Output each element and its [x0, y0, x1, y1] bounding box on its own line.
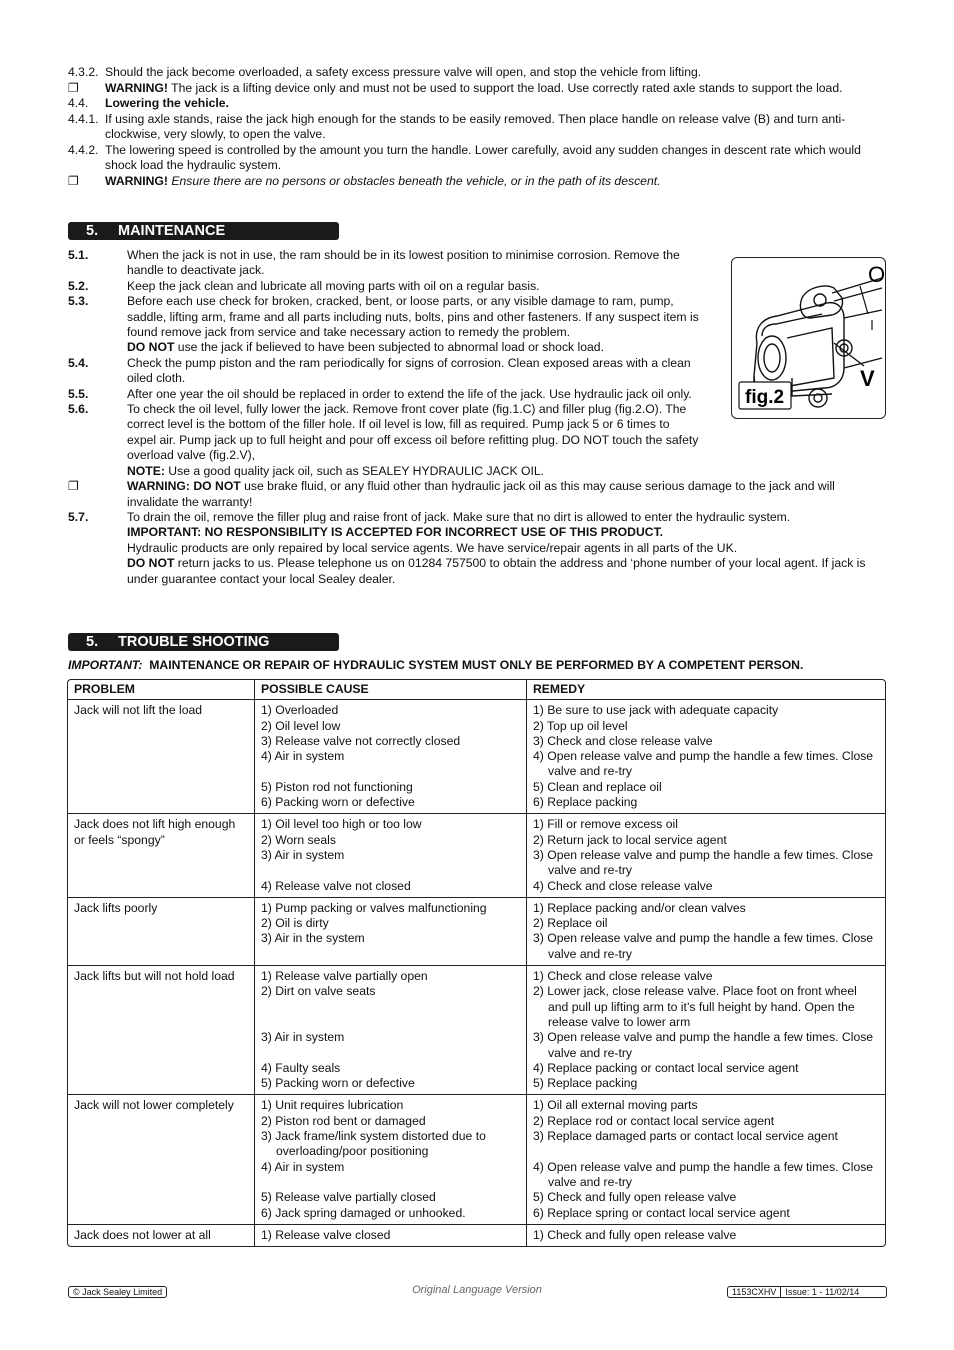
instruction-row	[68, 96, 888, 112]
footer-language-version: Original Language Version	[412, 1284, 542, 1296]
table-row	[68, 1225, 885, 1246]
remedy-line: 4) Check and close release valve	[533, 878, 713, 893]
footer-issue-box	[727, 1286, 887, 1298]
item-text	[127, 248, 699, 279]
item-number	[68, 340, 127, 355]
problem-cell: Jack will not lower completely	[68, 1095, 255, 1224]
cause-line: 1) Unit requires lubrication	[261, 1098, 404, 1113]
cause-line: 5) Piston rod not functioning	[261, 779, 413, 794]
instruction-row	[68, 81, 888, 97]
instruction-text	[105, 65, 888, 81]
item-body: use the jack if believed to have been subjected to abnormal load or shock load.	[174, 340, 604, 355]
remedy-line: 3) Replace damaged parts or contact local service agent	[533, 1129, 838, 1144]
remedy-cell	[527, 1225, 885, 1246]
cause-line: 3) Air in system	[261, 1030, 345, 1045]
checkbox-bullet-icon: ❐	[68, 479, 79, 494]
warning-label: WARNING!	[105, 80, 168, 95]
item-body: Check the pump piston and the ram periodically for signs of corrosion. Clean exposed areas with a clean oiled cloth.	[127, 355, 691, 386]
maintenance-item	[68, 510, 868, 525]
maintenance-item	[68, 541, 868, 556]
step-number: 4.4.	[68, 96, 89, 110]
item-number	[68, 464, 127, 479]
remedy-line: 3) Open release valve and pump the handle a few times. Close valve and re-try	[533, 847, 874, 878]
cause-cell	[255, 814, 527, 897]
cause-line: 1) Release valve partially open	[261, 969, 428, 984]
maintenance-item	[68, 525, 868, 540]
instruction-body: Should the jack become overloaded, a safety excess pressure valve will open, and stop the vehicle from lifting.	[105, 65, 702, 79]
cause-line: 2) Oil level low	[261, 718, 341, 733]
remedy-line: 2) Replace oil	[533, 916, 608, 931]
remedy-line: 3) Open release valve and pump the handle a few times. Close valve and re-try	[533, 931, 874, 961]
remedy-line: 2) Return jack to local service agent	[533, 832, 727, 847]
cause-cell	[255, 898, 527, 966]
cause-line: 2) Worn seals	[261, 832, 336, 847]
jack-valve-drawing	[732, 258, 885, 418]
cause-line: 3) Air in the system	[261, 931, 365, 946]
instruction-row	[68, 65, 888, 81]
item-text	[127, 541, 868, 556]
table-row	[68, 898, 885, 966]
cause-line: 4) Release valve not closed	[261, 878, 411, 893]
instruction-row	[68, 112, 888, 143]
emphasis-label: NOTE:	[127, 463, 165, 478]
remedy-cell	[527, 1095, 885, 1224]
instruction-text	[105, 81, 888, 97]
item-number	[68, 525, 127, 540]
column-header-problem: PROBLEM	[68, 680, 255, 700]
problem-cell: Jack does not lower at all	[68, 1225, 255, 1246]
remedy-line: 2) Replace rod or contact local service agent	[533, 1113, 775, 1128]
item-text	[127, 510, 868, 525]
instruction-text	[105, 96, 888, 112]
instruction-row	[68, 143, 888, 174]
instruction-text	[105, 174, 888, 190]
item-number: 5.5.	[68, 386, 89, 401]
remedy-line	[533, 1144, 879, 1159]
remedy-line: 1) Check and fully open release valve	[533, 1227, 737, 1242]
remedy-line: 6) Replace packing	[533, 795, 638, 810]
maintenance-item	[68, 556, 868, 587]
item-text	[127, 356, 699, 387]
cause-line: 2) Dirt on valve seats	[261, 984, 376, 999]
cause-line: 4) Air in system	[261, 749, 345, 764]
item-body: Before each use check for broken, cracked, bent, or loose parts, or any visible damage to ram, pump, saddle, lifting arm, frame and all parts including nuts, bolts, pins and other fasteners. If any suspect item is found remove jack from service and take necessary action to remedy the problem.	[127, 294, 699, 340]
item-body: After one year the oil should be replaced in order to extend the life of the jack. Use hydraulic jack oil only.	[127, 386, 692, 401]
cause-cell	[255, 1225, 527, 1246]
cause-line: 1) Release valve closed	[261, 1227, 391, 1242]
item-number: 5.3.	[68, 294, 89, 309]
step-number: 4.4.1.	[68, 111, 99, 126]
cause-line: 4) Faulty seals	[261, 1060, 341, 1075]
label-v: V	[860, 366, 875, 391]
instruction-body: The lowering speed is controlled by the amount you turn the handle. Lower carefully, avoid any sudden changes in descent rate which would shock load the hydraulic system.	[105, 142, 861, 172]
remedy-line: 1) Fill or remove excess oil	[533, 817, 678, 832]
remedy-line: 2) Lower jack, close release valve. Place foot on front wheel and pull up lifting arm to it’s full height by hand. Open the release valve to lower arm	[533, 984, 857, 1029]
footer-issue: Issue: 1 - 11/02/14	[785, 1287, 860, 1297]
cause-line	[261, 764, 520, 779]
problem-cell: Jack will not lift the load	[68, 700, 255, 814]
section-title: MAINTENANCE	[118, 223, 226, 239]
cause-line: 2) Piston rod bent or damaged	[261, 1113, 426, 1128]
remedy-cell	[527, 966, 885, 1095]
item-body: Hydraulic products are only repaired by local service agents. We have service/repair agents in all parts of the UK.	[127, 540, 738, 555]
cause-cell	[255, 1095, 527, 1224]
item-number	[68, 556, 127, 587]
trouble-shooting-table	[67, 679, 886, 1247]
trouble-shooting-heading	[68, 633, 339, 651]
section-number: 5.	[86, 223, 99, 239]
instruction-body: If using axle stands, raise the jack high enough for the stands to be easily removed. Then place handle on release valve (B) and turn anti-clockwise, very slowly, to open the valve.	[105, 111, 846, 141]
footer-model: 1153CXHV	[732, 1287, 777, 1297]
important-text: MAINTENANCE OR REPAIR OF HYDRAULIC SYSTEM MUST ONLY BE PERFORMED BY A COMPETENT PERSON.	[149, 658, 804, 672]
remedy-line: 4) Open release valve and pump the handle a few times. Close valve and re-try	[533, 749, 874, 779]
cause-line: 5) Packing worn or defective	[261, 1076, 415, 1091]
remedy-cell	[527, 700, 885, 814]
problem-cell: Jack lifts poorly	[68, 898, 255, 966]
item-text	[127, 279, 699, 294]
emphasis-label: WARNING: DO NOT	[127, 479, 241, 494]
important-label: IMPORTANT:	[68, 658, 143, 672]
item-number: 5.2.	[68, 278, 89, 293]
label-o: O	[868, 262, 885, 287]
item-text	[127, 525, 868, 540]
instruction-text	[105, 112, 888, 143]
item-body: use brake fluid, or any fluid other than hydraulic jack oil as this may cause serious damage to the jack and will invalidate the warranty!	[127, 479, 835, 509]
instruction-body: The jack is a lifting device only and must not be used to support the load. Use correctly rated axle stands to support the load.	[167, 80, 843, 95]
column-header-remedy: REMEDY	[527, 680, 885, 700]
maintenance-item	[68, 464, 868, 479]
remedy-line: 1) Check and close release valve	[533, 969, 713, 984]
cause-cell	[255, 966, 527, 1095]
emphasis-label: DO NOT	[127, 340, 175, 355]
remedy-line: 4) Replace packing or contact local service agent	[533, 1060, 799, 1075]
instruction-body: Lowering the vehicle.	[105, 96, 229, 110]
cause-line: 1) Pump packing or valves malfunctioning	[261, 900, 487, 915]
remedy-cell	[527, 814, 885, 897]
remedy-line: 5) Replace packing	[533, 1076, 638, 1091]
remedy-line: 5) Check and fully open release valve	[533, 1190, 737, 1205]
table-row	[68, 700, 885, 814]
remedy-line: 1) Oil all external moving parts	[533, 1098, 698, 1113]
table-row	[68, 1095, 885, 1224]
checkbox-bullet-icon: ❐	[68, 173, 79, 188]
cause-cell	[255, 700, 527, 814]
checkbox-bullet-icon: ❐	[68, 80, 79, 95]
cause-line	[261, 1015, 520, 1030]
remedy-line: 1) Be sure to use jack with adequate capacity	[533, 703, 779, 718]
cause-line: 5) Release valve partially closed	[261, 1190, 436, 1205]
maintenance-item	[68, 479, 868, 510]
item-number: 5.4.	[68, 355, 89, 370]
cause-line: 3) Release valve not correctly closed	[261, 733, 461, 748]
cause-line	[261, 1175, 520, 1190]
remedy-line: 6) Replace spring or contact local service agent	[533, 1205, 790, 1220]
cause-line	[261, 1046, 520, 1061]
remedy-line: 4) Open release valve and pump the handle a few times. Close valve and re-try	[533, 1159, 874, 1189]
cause-line: 1) Overloaded	[261, 703, 339, 718]
item-text	[127, 402, 699, 464]
remedy-line: 5) Clean and replace oil	[533, 779, 662, 794]
step-number: 4.4.2.	[68, 142, 99, 157]
item-number: 5.7.	[68, 509, 89, 524]
problem-cell: Jack lifts but will not hold load	[68, 966, 255, 1095]
cause-line: 1) Oil level too high or too low	[261, 817, 422, 832]
item-body: Use a good quality jack oil, such as SEALEY HYDRAULIC JACK OIL.	[164, 463, 545, 478]
table-row	[68, 814, 885, 897]
remedy-line: 3) Check and close release valve	[533, 733, 713, 748]
emphasis-label: DO NOT	[127, 556, 175, 571]
instruction-body: Ensure there are no persons or obstacles beneath the vehicle, or in the path of its descent.	[167, 173, 661, 188]
item-text	[127, 387, 747, 402]
problem-cell: Jack does not lift high enough or feels “spongy”	[68, 814, 255, 897]
item-body: Keep the jack clean and lubricate all moving parts with oil on a regular basis.	[127, 278, 540, 293]
lifting-section	[68, 65, 888, 189]
maintenance-heading	[68, 222, 339, 240]
item-body: To check the oil level, fully lower the jack. Remove front cover plate (fig.1.C) and filler plug (fig.2.O). The correct level is the bottom of the filler hole. If oil level is low, fill as required. Pump jack 5 or 6 times to expel air. Pump jack up to full height and pour off excess oil before refitting plug. DO NOT touch the safety overload valve (fig.2.V),	[127, 402, 699, 463]
item-body: To drain the oil, remove the filler plug and raise front of jack. Make sure that no dirt is allowed to enter the hydraulic system.	[127, 509, 791, 524]
warning-label: WARNING!	[105, 173, 168, 188]
item-number: 5.1.	[68, 248, 89, 262]
item-body: When the jack is not in use, the ram should be in its lowest position to minimise corrosion. Remove the handle to deactivate jack.	[127, 248, 680, 278]
cause-line	[261, 1000, 520, 1015]
cause-line	[261, 863, 520, 878]
remedy-cell	[527, 898, 885, 966]
cause-line: 3) Jack frame/link system distorted due to overloading/poor positioning	[261, 1129, 486, 1159]
cause-line: 6) Packing worn or defective	[261, 795, 415, 810]
table-header-row	[68, 680, 885, 700]
item-text	[127, 556, 868, 587]
step-number: 4.3.2.	[68, 65, 99, 79]
remedy-line: 1) Replace packing and/or clean valves	[533, 900, 746, 915]
instruction-row	[68, 174, 888, 190]
remedy-line: 2) Top up oil level	[533, 718, 628, 733]
item-number	[68, 541, 127, 556]
emphasis-label: IMPORTANT: NO RESPONSIBILITY IS ACCEPTED FOR INCORRECT USE OF THIS PRODUCT.	[127, 525, 664, 540]
section-number: 5.	[86, 634, 99, 650]
figure-label: fig.2	[745, 387, 785, 408]
item-number: 5.6.	[68, 402, 89, 417]
cause-line: 6) Jack spring damaged or unhooked.	[261, 1205, 466, 1220]
item-body: return jacks to us. Please telephone us on 01284 757500 to obtain the address and ‘phone number of your local agent. If jack is under guarantee contact your local Sealey dealer.	[127, 556, 866, 586]
figure-2-jack-valve	[731, 257, 886, 419]
footer-copyright: © Jack Sealey Limited	[68, 1286, 167, 1298]
remedy-line: 3) Open release valve and pump the handle a few times. Close valve and re-try	[533, 1030, 874, 1060]
important-notice	[68, 658, 803, 672]
item-text	[127, 464, 868, 479]
cause-line: 3) Air in system	[261, 847, 345, 862]
item-text	[127, 294, 699, 340]
instruction-text	[105, 143, 888, 174]
cause-line: 4) Air in system	[261, 1159, 345, 1174]
table-row	[68, 966, 885, 1095]
item-text	[127, 340, 699, 355]
section-title: TROUBLE SHOOTING	[118, 634, 270, 650]
column-header-cause: POSSIBLE CAUSE	[255, 680, 527, 700]
item-text	[127, 479, 868, 510]
cause-line: 2) Oil is dirty	[261, 916, 329, 931]
